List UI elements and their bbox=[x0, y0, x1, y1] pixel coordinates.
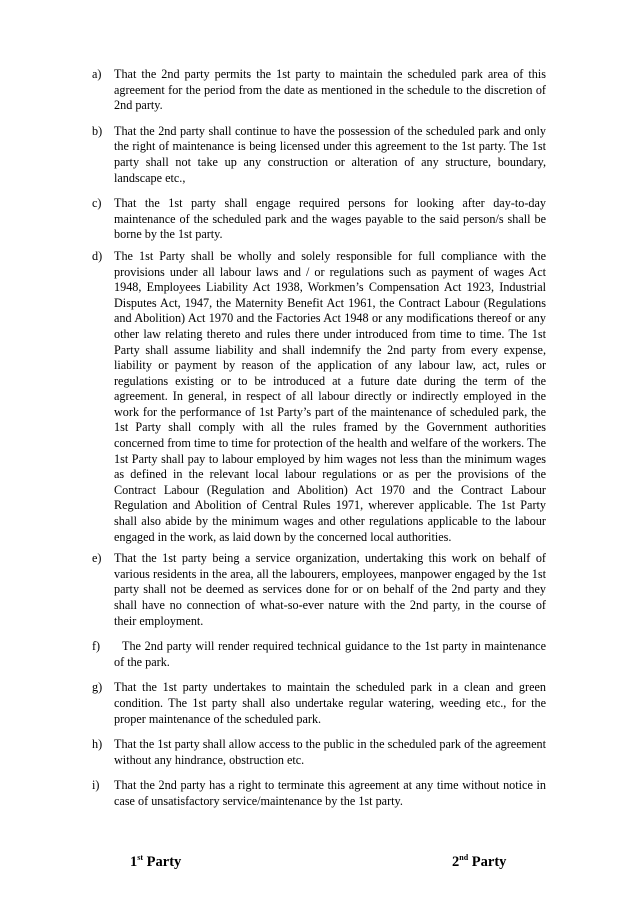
clause-b bbox=[92, 124, 546, 186]
signature-ordinal: st bbox=[137, 853, 144, 862]
clause-c bbox=[92, 196, 546, 243]
clause-marker: g) bbox=[92, 680, 103, 695]
clause-marker: a) bbox=[92, 67, 102, 81]
signature-number: 1 bbox=[130, 854, 138, 870]
clause-list bbox=[92, 67, 546, 820]
signature-number: 2 bbox=[452, 854, 460, 870]
clause-text: That the 1st party being a service organization, undertaking this work on behalf of various residents in the area, all the labourers, employees, manpower engaged by the 1st party shall not be deemed as services done for or on behalf of the 2nd party and they shall have no connection of what-so-ever nature with the 2nd party, in the course of their employment. bbox=[114, 551, 546, 628]
clause-text: That the 2nd party has a right to terminate this agreement at any time without notice in case of unsatisfactory service/maintenance by the 1st party. bbox=[114, 778, 546, 808]
clause-h bbox=[92, 737, 546, 768]
clause-g bbox=[92, 680, 546, 727]
clause-text: That the 1st party shall engage required persons for looking after day-to-day maintenance of the scheduled park and the wages payable to the said person/s shall be borne by the 1st party. bbox=[114, 196, 546, 242]
clause-a bbox=[92, 67, 546, 114]
clause-e bbox=[92, 551, 546, 629]
clause-marker: d) bbox=[92, 248, 103, 263]
clause-text: That the 1st party undertakes to maintain the scheduled park in a clean and green condition. The 1st party shall also undertake regular watering, weeding etc., for the proper maintenance of the scheduled park. bbox=[114, 680, 546, 726]
clause-f bbox=[92, 639, 546, 670]
clause-d bbox=[92, 249, 546, 545]
clause-text: That the 2nd party permits the 1st party to maintain the scheduled park area of this agreement for the period from the date as mentioned in the schedule to the discretion of 2nd party. bbox=[114, 67, 546, 113]
clause-text: The 1st Party shall be wholly and solely responsible for full compliance with the provisions under all labour laws and / or regulations such as payment of wages Act 1948, Employees Liability Act 1938, Workmen’s Compensation Act 1923, Industrial Disputes Act, 1947, the Maternity Benefit Act 1961, the Contract Labour (Regulations and Abolition) Act 1970 and the Factories Act 1948 or any modifications thereof or any other law relating thereto and rules there under introduced from time to time. The 1st Party shall assume liability and shall indemnify the 2nd party from every expense, liability or payment by reason of the application of any labour law, act, rules or regulations existing or to be introduced at a future date during the term of the agreement. In general, in respect of all labour directly or indirectly employed in the work for the performance of 1st Party’s part of the maintenance of scheduled park, the 1st Party shall comply with all the rules framed by the Government authorities concerned from time to time for protection of the health and welfare of the workers. The 1st Party shall pay to labour employed by him wages not less than the minimum wages as defined in the relevant local labour regulations or as per the provisions of the Contract Labour (Regulation and Abolition) Act 1970 and the Contract Labour Regulation and Abolition of Central Rules 1971, wherever applicable. The 1st Party shall also abide by the minimum wages and other regulations applicable to the labour engaged in the work, as laid down by the concerned local authorities. bbox=[114, 248, 546, 544]
second-party-signature-label bbox=[452, 853, 506, 871]
clause-marker: i) bbox=[92, 778, 100, 793]
clause-marker: b) bbox=[92, 123, 103, 138]
signature-label: Party bbox=[468, 854, 507, 870]
signature-label: Party bbox=[143, 854, 182, 870]
clause-i bbox=[92, 778, 546, 809]
clause-marker: e) bbox=[92, 551, 102, 566]
first-party-signature-label bbox=[130, 853, 181, 871]
clause-marker: h) bbox=[92, 737, 103, 752]
clause-text: That the 1st party shall allow access to the public in the scheduled park of the agreement without any hindrance, obstruction etc. bbox=[114, 737, 546, 767]
clause-marker: c) bbox=[92, 196, 102, 211]
clause-text: The 2nd party will render required technical guidance to the 1st party in maintenance of the park. bbox=[114, 639, 546, 669]
signature-ordinal: nd bbox=[459, 853, 469, 862]
clause-text: That the 2nd party shall continue to have the possession of the scheduled park and only the right of maintenance is being licensed under this agreement to the 1st party. The 1st party shall not take up any construction or alteration of any structure, boundary, landscape etc., bbox=[114, 123, 546, 185]
clause-marker: f) bbox=[92, 639, 101, 654]
